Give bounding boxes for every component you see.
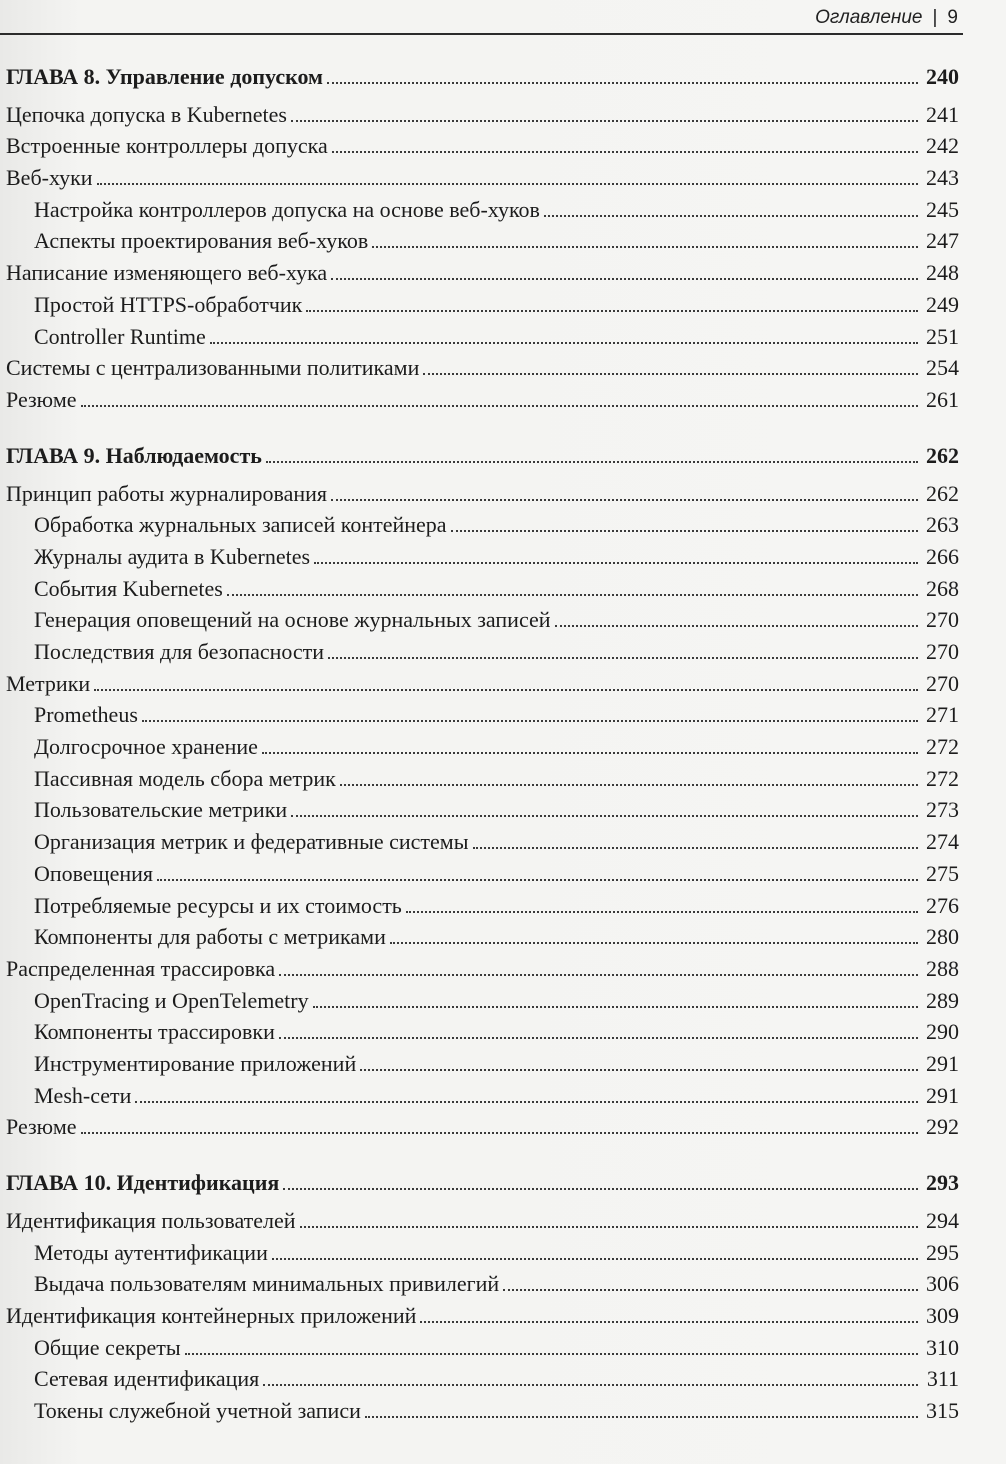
header-section-title: Оглавление <box>815 7 923 28</box>
toc-entry-page-number: 249 <box>926 291 959 317</box>
toc-subsection-entry <box>6 761 959 793</box>
toc-subsection-entry <box>6 888 959 920</box>
toc-entry-title: Аспекты проектирования веб-хуков <box>34 228 369 254</box>
dot-leader <box>544 215 918 217</box>
toc-entry-title: Распределенная трассировка <box>6 955 276 981</box>
dot-leader <box>266 461 918 463</box>
dot-leader <box>331 499 918 501</box>
dot-leader <box>473 847 918 849</box>
toc-entry-page-number: 306 <box>926 1271 959 1297</box>
toc-entry-page-number: 291 <box>926 1082 959 1108</box>
dot-leader <box>97 183 918 185</box>
dot-leader <box>313 1006 918 1008</box>
toc-entry-title: Инструментирование приложений <box>34 1050 357 1076</box>
toc-subsection-entry <box>6 856 959 888</box>
toc-entry-title: Компоненты трассировки <box>34 1019 275 1045</box>
dot-leader <box>291 120 918 122</box>
dot-leader <box>210 342 918 344</box>
dot-leader <box>555 625 918 627</box>
toc-entry-title: Потребляемые ресурсы и их стоимость <box>34 892 402 918</box>
toc-section-entry <box>6 160 959 192</box>
toc-entry-page-number: 273 <box>926 797 959 823</box>
toc-entry-page-number: 247 <box>926 228 959 254</box>
toc-entry-page-number: 310 <box>926 1334 959 1360</box>
toc-entry-title: Генерация оповещений на основе журнальных записей <box>34 607 551 633</box>
toc-section-entry <box>6 382 959 414</box>
header-rule <box>0 33 963 35</box>
toc-chapter-entry <box>6 1163 959 1197</box>
dot-leader <box>327 82 918 84</box>
toc-entry-page-number: 270 <box>926 607 959 633</box>
toc-entry-title: Общие секреты <box>34 1334 181 1360</box>
toc-section-entry <box>6 351 959 383</box>
toc-entry-title: Резюме <box>6 1114 77 1140</box>
toc-entry-title: Компоненты для работы с метриками <box>34 924 386 950</box>
toc-entry-page-number: 248 <box>926 260 959 286</box>
toc-entry-page-number: 292 <box>926 1114 959 1140</box>
toc-subsection-entry <box>6 571 959 603</box>
dot-leader <box>279 974 918 976</box>
toc-chapter-entry <box>6 57 959 91</box>
toc-entry-page-number: 274 <box>926 829 959 855</box>
chapter-spacer <box>6 1141 959 1163</box>
toc-entry-page-number: 275 <box>926 860 959 886</box>
toc-subsection-entry <box>6 1393 959 1425</box>
dot-leader <box>185 1353 918 1355</box>
dot-leader <box>300 1226 918 1228</box>
dot-leader <box>279 1037 918 1039</box>
toc-section-entry <box>6 1203 959 1235</box>
toc-subsection-entry <box>6 287 959 319</box>
toc-entry-title: Controller Runtime <box>34 323 206 349</box>
toc-section-entry <box>6 255 959 287</box>
toc-entry-page-number: 263 <box>926 512 959 538</box>
toc-subsection-entry <box>6 1235 959 1267</box>
toc-subsection-entry <box>6 729 959 761</box>
dot-leader <box>365 1416 918 1418</box>
toc-entry-page-number: 240 <box>926 64 959 89</box>
toc-entry-title: Цепочка допуска в Kubernetes <box>6 101 287 127</box>
dot-leader <box>314 562 918 564</box>
dot-leader <box>135 1101 918 1103</box>
toc-section-entry <box>6 97 959 129</box>
toc-entry-page-number: 241 <box>926 101 959 127</box>
toc-entry-page-number: 290 <box>926 1019 959 1045</box>
toc-entry-page-number: 251 <box>926 323 959 349</box>
toc-entry-title: Системы с централизованными политиками <box>6 355 420 381</box>
toc-subsection-entry <box>6 319 959 351</box>
toc-entry-title: OpenTracing и OpenTelemetry <box>34 987 309 1013</box>
header-separator: | <box>932 7 938 28</box>
toc-entry-title: Обработка журнальных записей контейнера <box>34 512 447 538</box>
toc-entry-page-number: 245 <box>926 196 959 222</box>
toc-entry-title: Пользовательские метрики <box>34 797 288 823</box>
toc-subsection-entry <box>6 983 959 1015</box>
toc-section-entry <box>6 1298 959 1330</box>
dot-leader <box>291 815 918 817</box>
table-of-contents <box>6 57 959 1425</box>
toc-entry-title: События Kubernetes <box>34 575 223 601</box>
dot-leader <box>372 246 918 248</box>
dot-leader <box>332 151 918 153</box>
toc-subsection-entry <box>6 1015 959 1047</box>
dot-leader <box>306 310 918 312</box>
toc-subsection-entry <box>6 224 959 256</box>
dot-leader <box>157 879 918 881</box>
toc-section-entry <box>6 476 959 508</box>
dot-leader <box>360 1069 918 1071</box>
dot-leader <box>94 689 918 691</box>
toc-entry-title: ГЛАВА 10. Идентификация <box>6 1170 280 1196</box>
toc-entry-title: Оповещения <box>34 860 154 886</box>
toc-entry-page-number: 309 <box>926 1303 959 1329</box>
toc-entry-title: Веб-хуки <box>6 165 93 191</box>
toc-entry-page-number: 243 <box>926 165 959 191</box>
toc-entry-title: Выдача пользователям минимальных привилегий <box>34 1271 500 1297</box>
toc-entry-page-number: 262 <box>926 480 959 506</box>
toc-entry-title: Методы аутентификации <box>34 1239 268 1265</box>
toc-entry-title: Идентификация пользователей <box>6 1208 296 1233</box>
toc-subsection-entry <box>6 1078 959 1110</box>
toc-section-entry <box>6 129 959 161</box>
toc-entry-title: Идентификация контейнерных приложений <box>6 1303 417 1329</box>
dot-leader <box>328 657 918 659</box>
toc-entry-page-number: 280 <box>926 924 959 950</box>
toc-subsection-entry <box>6 1362 959 1394</box>
toc-section-entry <box>6 951 959 983</box>
toc-entry-title: Последствия для безопасности <box>34 639 325 664</box>
toc-entry-title: Встроенные контроллеры допуска <box>6 133 328 159</box>
toc-entry-title: Простой HTTPS-обработчик <box>34 291 303 317</box>
toc-subsection-entry <box>6 824 959 856</box>
toc-entry-page-number: 242 <box>926 133 959 159</box>
toc-section-entry <box>6 666 959 698</box>
toc-entry-title: Настройка контроллеров допуска на основе веб-хуков <box>34 196 540 222</box>
toc-section-entry <box>6 1110 959 1142</box>
dot-leader <box>331 278 918 280</box>
toc-entry-page-number: 254 <box>926 355 959 381</box>
dot-leader <box>81 1132 918 1134</box>
toc-subsection-entry <box>6 603 959 635</box>
dot-leader <box>503 1289 918 1291</box>
dot-leader <box>81 405 918 407</box>
toc-entry-page-number: 270 <box>926 670 959 696</box>
toc-entry-title: Mesh-сети <box>34 1082 132 1108</box>
dot-leader <box>142 720 918 722</box>
toc-subsection-entry <box>6 1046 959 1078</box>
toc-entry-title: Метрики <box>6 670 91 696</box>
dot-leader <box>283 1188 918 1190</box>
toc-subsection-entry <box>6 793 959 825</box>
toc-entry-page-number: 288 <box>926 955 959 981</box>
header-page-number: 9 <box>947 7 958 28</box>
toc-entry-page-number: 261 <box>926 386 959 412</box>
toc-entry-page-number: 268 <box>926 575 959 601</box>
running-header <box>815 4 958 32</box>
dot-leader <box>262 752 918 754</box>
dot-leader <box>272 1258 918 1260</box>
toc-entry-title: Prometheus <box>34 702 138 728</box>
toc-chapter-entry <box>6 436 959 470</box>
toc-subsection-entry <box>6 634 959 666</box>
dot-leader <box>423 373 918 375</box>
toc-entry-page-number: 270 <box>926 639 959 664</box>
toc-entry-title: ГЛАВА 8. Управление допуском <box>6 64 324 89</box>
toc-entry-page-number: 262 <box>926 442 959 468</box>
toc-subsection-entry <box>6 1267 959 1299</box>
dot-leader <box>451 530 918 532</box>
chapter-spacer <box>6 414 959 436</box>
toc-entry-page-number: 315 <box>926 1398 959 1424</box>
toc-entry-title: ГЛАВА 9. Наблюдаемость <box>6 442 262 468</box>
toc-entry-title: Сетевая идентификация <box>34 1366 260 1392</box>
toc-subsection-entry <box>6 920 959 952</box>
toc-entry-title: Журналы аудита в Kubernetes <box>34 543 311 569</box>
dot-leader <box>340 784 918 786</box>
toc-entry-page-number: 293 <box>926 1170 959 1196</box>
dot-leader <box>263 1384 918 1386</box>
toc-entry-title: Организация метрик и федеративные системы <box>34 829 469 855</box>
toc-subsection-entry <box>6 698 959 730</box>
dot-leader <box>227 594 918 596</box>
toc-subsection-entry <box>6 539 959 571</box>
toc-entry-page-number: 272 <box>926 765 959 791</box>
toc-entry-title: Написание изменяющего веб-хука <box>6 260 328 286</box>
toc-subsection-entry <box>6 508 959 540</box>
toc-entry-page-number: 272 <box>926 734 959 760</box>
dot-leader <box>390 942 918 944</box>
toc-entry-title: Принцип работы журналирования <box>6 480 328 506</box>
toc-entry-page-number: 295 <box>926 1239 959 1265</box>
toc-subsection-entry <box>6 1330 959 1362</box>
toc-entry-page-number: 291 <box>926 1050 959 1076</box>
dot-leader <box>406 911 918 913</box>
toc-entry-title: Резюме <box>6 386 77 412</box>
toc-entry-page-number: 276 <box>926 892 959 918</box>
toc-entry-page-number: 294 <box>926 1208 959 1233</box>
dot-leader <box>420 1321 918 1323</box>
toc-entry-title: Токены служебной учетной записи <box>34 1398 361 1424</box>
toc-subsection-entry <box>6 192 959 224</box>
toc-entry-page-number: 289 <box>926 987 959 1013</box>
toc-entry-page-number: 271 <box>926 702 959 728</box>
toc-entry-page-number: 311 <box>926 1366 959 1392</box>
toc-entry-page-number: 266 <box>926 543 959 569</box>
toc-entry-title: Пассивная модель сбора метрик <box>34 765 336 791</box>
toc-entry-title: Долгосрочное хранение <box>34 734 258 760</box>
